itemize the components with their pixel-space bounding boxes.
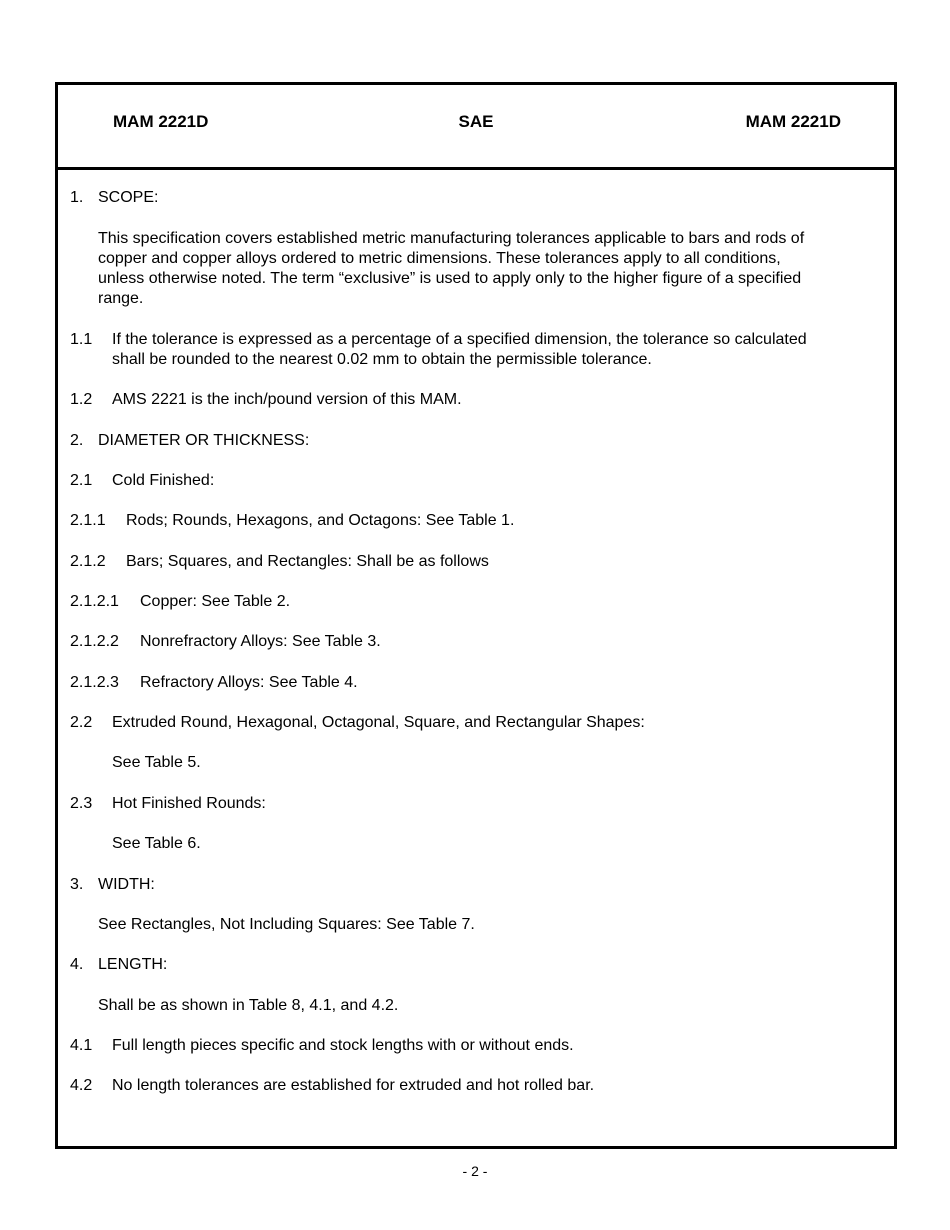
section-1-heading bbox=[70, 188, 159, 208]
section-number: 1.2 bbox=[70, 391, 93, 408]
section-title: LENGTH: bbox=[98, 956, 168, 973]
section-1-2 bbox=[70, 390, 462, 410]
section-text: Cold Finished: bbox=[112, 472, 215, 489]
header-doc-id-right: MAM 2221D bbox=[745, 112, 841, 131]
section-number: 2.1 bbox=[70, 472, 93, 489]
scope-paragraph bbox=[98, 229, 878, 309]
paragraph-line: unless otherwise noted. The term “exclusive” is used to apply only to the higher figure of a specified bbox=[98, 270, 802, 287]
section-2-3 bbox=[70, 794, 266, 814]
section-2-2-see-table: See Table 5. bbox=[112, 754, 201, 771]
section-text: Refractory Alloys: See Table 4. bbox=[140, 674, 358, 691]
section-number: 2.2 bbox=[70, 714, 93, 731]
section-number: 2.3 bbox=[70, 795, 93, 812]
section-number: 1. bbox=[70, 189, 84, 206]
section-4-2 bbox=[70, 1076, 595, 1096]
section-title: WIDTH: bbox=[98, 876, 155, 893]
header-doc-id-left: MAM 2221D bbox=[113, 112, 209, 131]
section-number: 1.1 bbox=[70, 331, 93, 348]
section-text: Copper: See Table 2. bbox=[140, 593, 291, 610]
section-2-1-2-1 bbox=[70, 592, 291, 612]
section-4-text: Shall be as shown in Table 8, 4.1, and 4.2. bbox=[98, 997, 399, 1014]
section-2-1 bbox=[70, 471, 215, 491]
section-4-heading bbox=[70, 955, 168, 975]
section-text: Bars; Squares, and Rectangles: Shall be as follows bbox=[126, 553, 489, 570]
section-number: 3. bbox=[70, 876, 84, 893]
section-number: 2.1.1 bbox=[70, 512, 106, 529]
paragraph-line: copper and copper alloys ordered to metric dimensions. These tolerances apply to all conditions, bbox=[98, 250, 781, 267]
section-text: Extruded Round, Hexagonal, Octagonal, Square, and Rectangular Shapes: bbox=[112, 714, 645, 731]
section-text: Rods; Rounds, Hexagons, and Octagons: See Table 1. bbox=[126, 512, 515, 529]
paragraph-line: If the tolerance is expressed as a percentage of a specified dimension, the tolerance so calculated bbox=[112, 331, 807, 348]
section-3-heading bbox=[70, 875, 155, 895]
paragraph-line: This specification covers established metric manufacturing tolerances applicable to bars and rods of bbox=[98, 230, 805, 247]
paragraph-line: range. bbox=[98, 290, 144, 307]
section-2-1-2 bbox=[70, 552, 489, 572]
section-text: Hot Finished Rounds: bbox=[112, 795, 266, 812]
section-number: 4.2 bbox=[70, 1077, 93, 1094]
section-1-1-text bbox=[112, 330, 882, 370]
section-text: Full length pieces specific and stock lengths with or without ends. bbox=[112, 1037, 574, 1054]
section-2-2 bbox=[70, 713, 645, 733]
section-2-1-2-2 bbox=[70, 632, 381, 652]
section-2-heading bbox=[70, 431, 310, 451]
section-number: 4. bbox=[70, 956, 84, 973]
section-text: Nonrefractory Alloys: See Table 3. bbox=[140, 633, 381, 650]
paragraph-line: shall be rounded to the nearest 0.02 mm to obtain the permissible tolerance. bbox=[112, 351, 652, 368]
header-org: SAE bbox=[458, 112, 494, 131]
section-number: 2.1.2.1 bbox=[70, 593, 119, 610]
section-number: 2.1.2.2 bbox=[70, 633, 119, 650]
section-2-1-2-3 bbox=[70, 673, 358, 693]
section-1-1 bbox=[70, 330, 92, 350]
section-number: 2.1.2 bbox=[70, 553, 106, 570]
section-text: AMS 2221 is the inch/pound version of this MAM. bbox=[112, 391, 462, 408]
section-number: 2. bbox=[70, 432, 84, 449]
section-title: DIAMETER OR THICKNESS: bbox=[98, 432, 310, 449]
section-2-1-1 bbox=[70, 511, 515, 531]
section-number: 2.1.2.3 bbox=[70, 674, 119, 691]
document-header bbox=[58, 85, 894, 170]
section-4-1 bbox=[70, 1036, 574, 1056]
section-number: 4.1 bbox=[70, 1037, 93, 1054]
section-2-3-see-table: See Table 6. bbox=[112, 835, 201, 852]
section-title: SCOPE: bbox=[98, 189, 159, 206]
section-text: No length tolerances are established for extruded and hot rolled bar. bbox=[112, 1077, 595, 1094]
page-number: - 2 - bbox=[462, 1163, 488, 1179]
section-3-text: See Rectangles, Not Including Squares: See Table 7. bbox=[98, 916, 475, 933]
